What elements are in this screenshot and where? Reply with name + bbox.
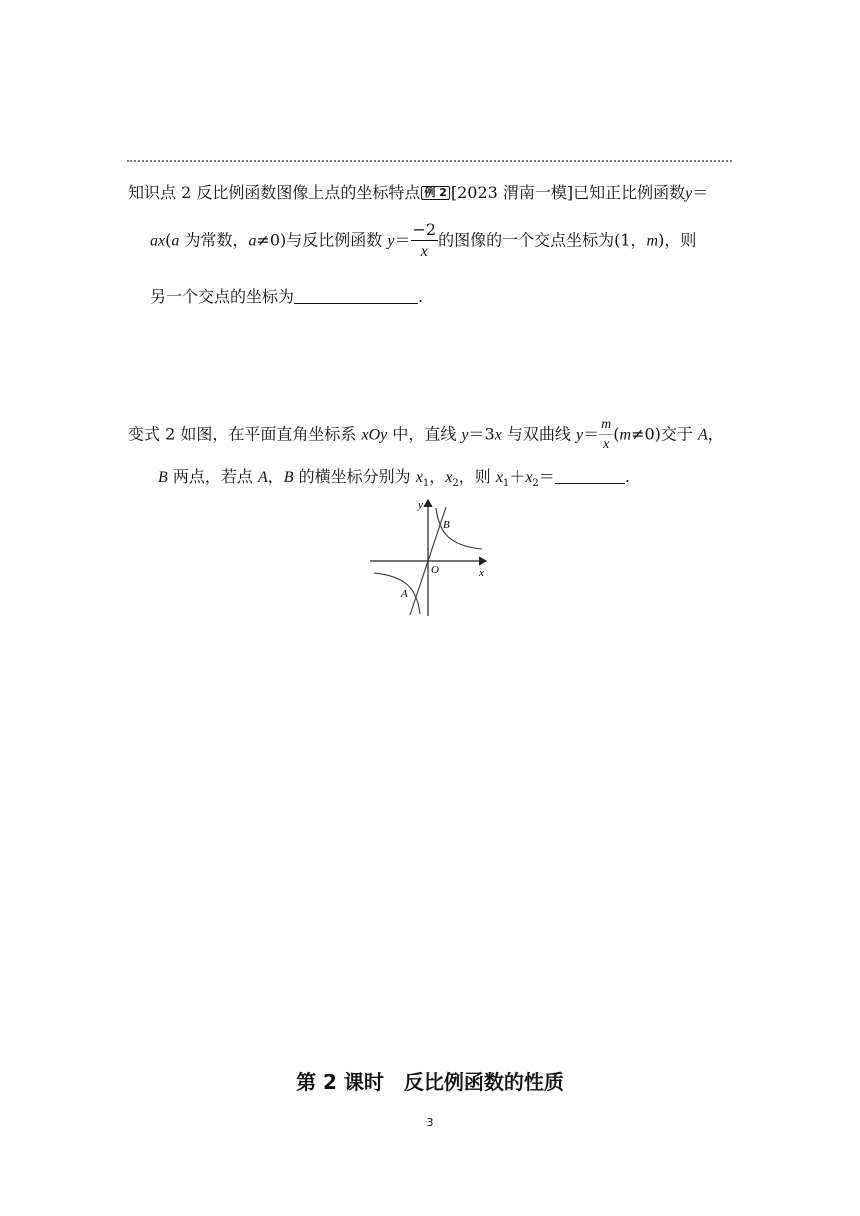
problem2-line2	[158, 464, 630, 489]
dotted-divider	[127, 160, 732, 162]
problem1-line3	[150, 284, 423, 307]
problem1-heading: 知识点 2 反比例函数图像上点的坐标特点	[128, 183, 421, 202]
page-number: 3	[426, 1116, 434, 1129]
point-a: A	[698, 426, 708, 444]
problem1-line2	[150, 222, 696, 260]
text: ≠0)与反比例函数	[256, 230, 388, 250]
var-ax: ax	[150, 232, 166, 250]
lesson-title: 第 2 课时 反比例函数的性质	[296, 1070, 564, 1094]
text: 的横坐标分别为	[293, 467, 416, 486]
var-x: x	[445, 469, 453, 486]
subscript: 2	[532, 478, 539, 490]
text: (	[613, 424, 620, 444]
point-b: B	[158, 469, 168, 486]
fraction-denominator: x	[603, 437, 610, 452]
var-x: x	[494, 426, 502, 444]
text: ，则	[458, 467, 496, 486]
hyperbola-line-graph	[366, 494, 496, 618]
origin-label: O	[431, 564, 439, 576]
var-y: y	[576, 426, 584, 444]
text: 与双曲线	[501, 424, 577, 444]
point-b: B	[283, 469, 294, 486]
text: ，	[267, 467, 284, 486]
paren: (	[165, 230, 172, 250]
var-x: x	[495, 469, 503, 486]
equals: ＝	[583, 424, 600, 444]
fraction-numerator: −2	[412, 220, 437, 239]
var-m: m	[646, 232, 659, 250]
problem2-label: 变式 2	[128, 424, 176, 444]
var-a: a	[248, 232, 257, 250]
answer-blank-1[interactable]	[294, 287, 418, 304]
problem1-line1	[128, 180, 708, 203]
text: ，	[429, 467, 446, 486]
plus: ＋	[509, 467, 526, 486]
answer-blank-2[interactable]	[555, 467, 625, 484]
text: ≠0)交于	[631, 424, 698, 444]
text: ，	[707, 424, 724, 444]
text: 另一个交点的坐标为	[150, 287, 295, 306]
equals: ＝	[538, 467, 555, 486]
subscript: 1	[502, 478, 510, 490]
var-y: y	[685, 185, 693, 202]
var-xoy: xOy	[361, 426, 388, 444]
text: 的图像的一个交点坐标为(1，	[438, 230, 647, 250]
problem1-source: [2023 渭南一模]	[450, 183, 574, 202]
var-x: x	[415, 469, 423, 486]
var-x: x	[525, 469, 533, 486]
equals: ＝	[692, 183, 709, 202]
fraction-denominator: x	[420, 243, 428, 260]
var-m: m	[619, 426, 632, 444]
text: ＝3	[468, 424, 495, 444]
var-y: y	[387, 232, 395, 250]
example-badge: 例 2	[421, 186, 449, 200]
period: .	[624, 467, 630, 486]
fraction-neg2-over-x	[411, 222, 439, 260]
var-y: y	[461, 426, 469, 444]
equals: ＝	[394, 230, 411, 250]
fraction-numerator: m	[599, 418, 613, 435]
text: 如图，在平面直角坐标系	[175, 424, 362, 444]
subscript: 2	[452, 478, 459, 490]
text: )，则	[658, 230, 697, 250]
period: .	[418, 287, 424, 306]
text: 两点，若点	[167, 467, 258, 486]
point-a: A	[257, 469, 268, 486]
x-axis-label: x	[479, 567, 484, 579]
fraction-m-over-x	[599, 418, 613, 452]
problem2-line1	[128, 418, 724, 452]
text: 中，直线	[387, 424, 462, 444]
problem1-intro: 已知正比例函数	[573, 183, 686, 202]
point-b-label: B	[443, 519, 450, 531]
var-a: a	[171, 232, 180, 250]
text: 为常数，	[179, 230, 249, 250]
point-a-label: A	[401, 588, 408, 600]
subscript: 1	[422, 478, 430, 490]
y-axis-label: y	[418, 499, 423, 511]
hyperbola-branch-q3	[374, 573, 420, 614]
